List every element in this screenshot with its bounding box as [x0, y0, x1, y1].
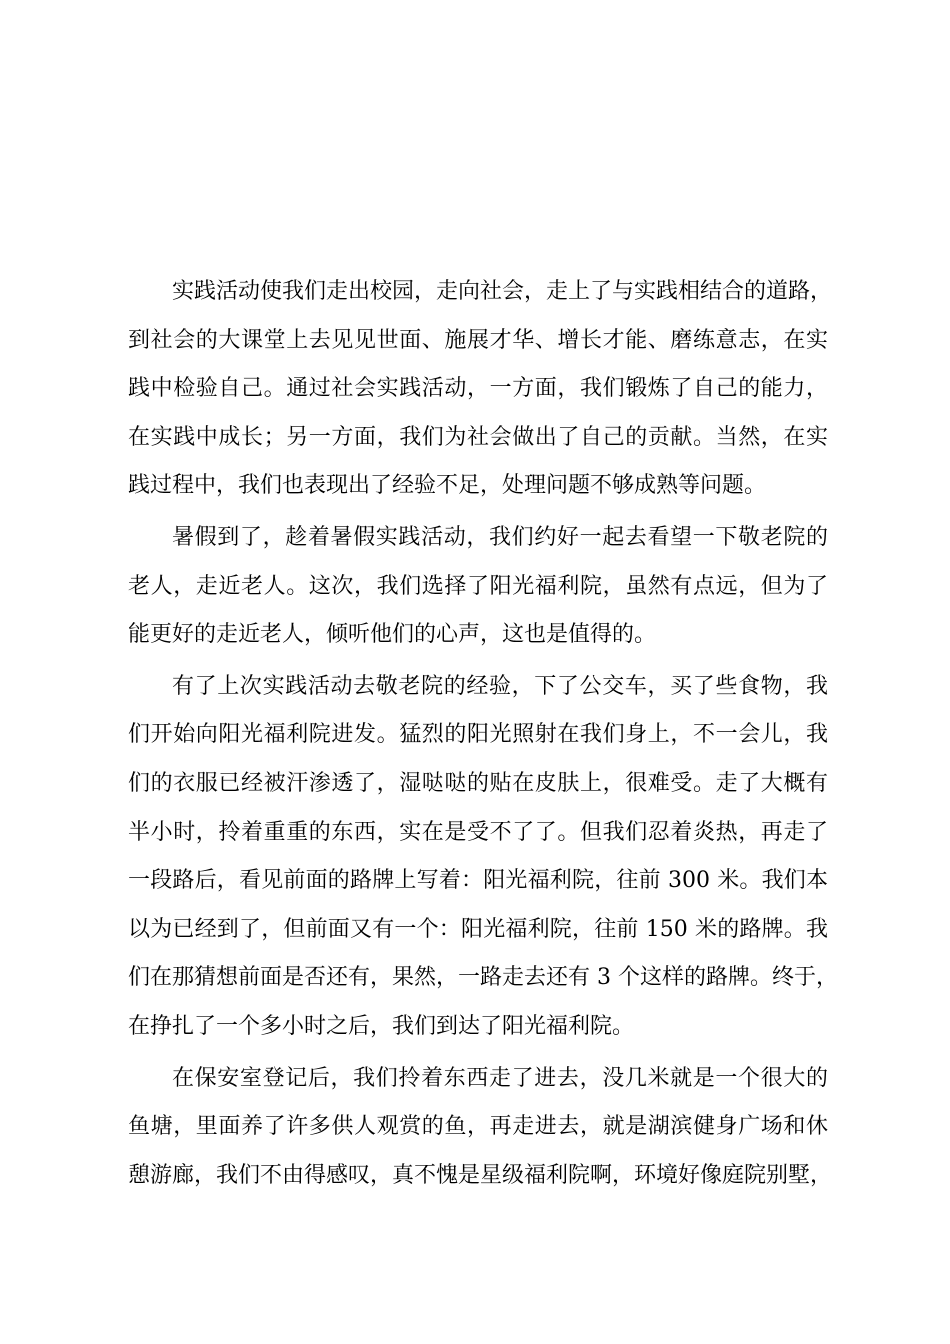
text-line: 们开始向阳光福利院进发。猛烈的阳光照射在我们身上，不一会儿，我 — [128, 722, 828, 748]
text-line: 们的衣服已经被汗渗透了，湿哒哒的贴在皮肤上，很难受。走了大概有 — [128, 770, 828, 796]
text-line: 在挣扎了一个多小时之后，我们到达了阳光福利院。 — [128, 1013, 635, 1039]
paragraph-3 — [128, 663, 838, 1052]
text-line: 实践活动使我们走出校园，走向社会，走上了与实践相结合的道路， — [172, 279, 833, 304]
text-line: 能更好的走近老人，倾听他们的心声，这也是值得的。 — [128, 622, 657, 648]
paragraph-2 — [128, 514, 828, 660]
text-line: 一段路后，看见前面的路牌上写着：阳光福利院，往前 300 米。我们本 — [128, 868, 828, 894]
text-line: 们在那猜想前面是否还有，果然，一路走去还有 3 个这样的路牌。终于， — [128, 965, 838, 991]
text-line: 践过程中，我们也表现出了经验不足，处理问题不够成熟等问题。 — [128, 473, 767, 499]
text-line: 以为已经到了，但前面又有一个：阳光福利院，往前 150 米的路牌。我 — [128, 916, 828, 942]
text-line: 到社会的大课堂上去见见世面、施展才华、增长才能、磨练意志，在实 — [128, 327, 828, 353]
text-line: 践中检验自己。通过社会实践活动，一方面，我们锻炼了自己的能力， — [128, 376, 828, 402]
paragraph-4 — [128, 1055, 833, 1201]
text-line: 鱼塘，里面养了许多供人观赏的鱼，再走进去，就是湖滨健身广场和休 — [128, 1114, 828, 1140]
text-line: 老人，走近老人。这次，我们选择了阳光福利院，虽然有点远，但为了 — [128, 573, 828, 599]
text-line: 在保安室登记后，我们拎着东西走了进去，没几米就是一个很大的 — [172, 1065, 828, 1091]
text-line: 暑假到了，趁着暑假实践活动，我们约好一起去看望一下敬老院的 — [172, 524, 828, 550]
text-line: 有了上次实践活动去敬老院的经验，下了公交车，买了些食物，我 — [172, 673, 828, 699]
paragraph-1 — [128, 268, 833, 511]
text-line: 在实践中成长；另一方面，我们为社会做出了自己的贡献。当然，在实 — [128, 424, 828, 450]
document-body — [128, 268, 838, 1203]
text-line: 憩游廊，我们不由得感叹，真不愧是星级福利院啊，环境好像庭院别墅， — [128, 1162, 833, 1188]
text-line: 半小时，拎着重重的东西，实在是受不了了。但我们忍着炎热，再走了 — [128, 819, 828, 845]
